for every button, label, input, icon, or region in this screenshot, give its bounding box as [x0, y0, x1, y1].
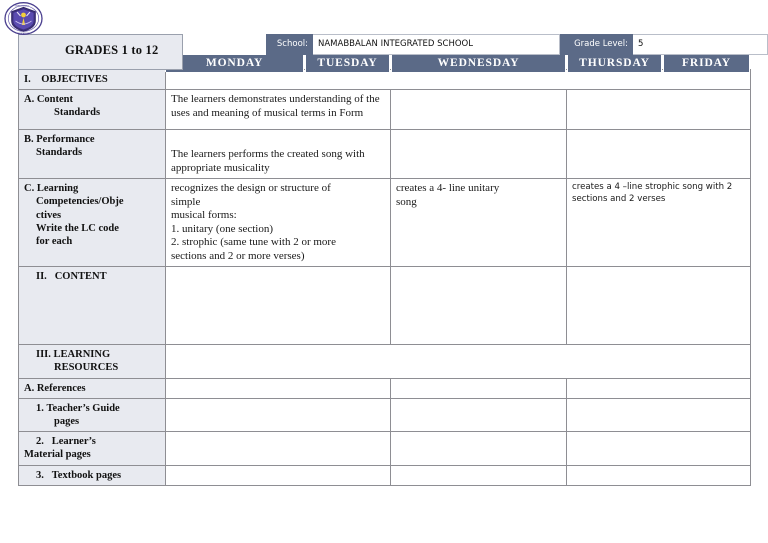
table-row-learning-competencies: [19, 179, 751, 267]
row-number-content: II.: [36, 271, 47, 283]
lc-mon-line-2: simple: [171, 195, 201, 208]
table-row-content: [19, 267, 751, 345]
lc-mon-line-4: 1. unitary (one section): [171, 222, 274, 235]
cell-teachers-guide-mon-tue[interactable]: [166, 398, 391, 431]
cell-content-standards-thu-fri[interactable]: [567, 90, 751, 130]
lc-mon-line-3: musical forms:: [171, 209, 237, 222]
cell-textbook-pages-wednesday[interactable]: [391, 465, 567, 485]
table-row-references: [19, 378, 751, 398]
row-number-learning-resources: III.: [36, 349, 51, 361]
lc-mon-line-6: sections and 2 or more verses): [171, 249, 305, 262]
row-title-learning-resources-l2: RESOURCES: [54, 362, 119, 374]
table-row-learners-material: [19, 432, 751, 465]
cell-learners-material-wednesday[interactable]: [391, 432, 567, 465]
cell-objectives-span[interactable]: [166, 70, 751, 90]
row-title-performance-standards-l2: Standards: [36, 147, 83, 159]
row-title-content: CONTENT: [54, 271, 107, 283]
cell-textbook-pages-thu-fri[interactable]: [567, 465, 751, 485]
lesson-plan-table: [18, 69, 751, 486]
row-title-learning-competencies-l2: Competencies/Obje: [36, 196, 124, 208]
row-title-teachers-guide-l1: Teacher’s Guide: [46, 402, 120, 414]
row-label-textbook-pages: [19, 465, 166, 485]
row-number-objectives: I.: [24, 74, 31, 85]
grade-level-label: Grade Level:: [560, 34, 633, 55]
cell-learning-competencies-thu-fri[interactable]: [567, 179, 751, 267]
cell-performance-standards-thu-fri[interactable]: [567, 130, 751, 179]
day-header-monday: MONDAY: [165, 55, 304, 72]
lc-wed-line-1: creates a 4- line unitary: [396, 182, 500, 195]
cell-textbook-pages-mon-tue[interactable]: [166, 465, 391, 485]
row-label-content-standards: [19, 90, 166, 130]
row-title-learners-material-l2: Material pages: [24, 449, 91, 461]
row-number-content-standards: A.: [24, 94, 35, 106]
row-title-learning-competencies-l3: ctives: [36, 209, 62, 221]
school-label: School:: [266, 34, 313, 55]
table-row-content-standards: [19, 90, 751, 130]
row-label-objectives: [19, 70, 166, 90]
lc-wed-line-2: song: [396, 195, 417, 208]
row-number-performance-standards: B.: [24, 134, 34, 146]
row-title-objectives: OBJECTIVES: [41, 74, 108, 85]
table-row-objectives: [19, 70, 751, 90]
table-row-textbook-pages: [19, 465, 751, 485]
row-title-learning-competencies-l1: Learning: [36, 183, 79, 195]
row-label-teachers-guide: [19, 398, 166, 431]
lc-thu-line-1: creates a 4 –line strophic song with 2: [572, 182, 733, 193]
cell-learners-material-thu-fri[interactable]: [567, 432, 751, 465]
day-header-thursday: THURSDAY: [567, 55, 662, 72]
row-label-performance-standards: [19, 130, 166, 179]
cell-teachers-guide-thu-fri[interactable]: [567, 398, 751, 431]
table-row-performance-standards: [19, 130, 751, 179]
cell-content-standards-mon-tue[interactable]: The learners demonstrates understanding of the uses and meaning of musical terms in Form: [166, 90, 391, 130]
row-title-learning-competencies-l5: for each: [36, 236, 73, 248]
row-title-textbook-pages: Textbook pages: [51, 469, 122, 481]
row-title-performance-standards-l1: Performance: [36, 134, 95, 146]
row-label-learners-material: [19, 432, 166, 465]
cell-performance-standards-mon-tue[interactable]: The learners performs the created song with appropriate musicality: [166, 130, 391, 179]
row-label-content: [19, 267, 166, 345]
row-number-teachers-guide: 1.: [36, 402, 44, 414]
row-title-learning-competencies-l4: Write the LC code: [36, 222, 119, 234]
cell-learning-competencies-wednesday[interactable]: [391, 179, 567, 267]
cell-learners-material-mon-tue[interactable]: [166, 432, 391, 465]
row-label-learning-competencies: [19, 179, 166, 267]
row-number-textbook-pages: 3.: [36, 469, 44, 481]
cell-teachers-guide-wednesday[interactable]: [391, 398, 567, 431]
cell-references-wednesday[interactable]: [391, 378, 567, 398]
cell-content-mon-tue[interactable]: [166, 267, 391, 345]
row-title-learning-resources-l1: LEARNING: [53, 349, 111, 361]
day-header-friday: FRIDAY: [663, 55, 750, 72]
day-header-tuesday: TUESDAY: [305, 55, 390, 72]
cell-learning-competencies-mon-tue[interactable]: [166, 179, 391, 267]
row-title-teachers-guide-l2: pages: [54, 416, 80, 428]
lc-thu-line-2: sections and 2 verses: [572, 193, 666, 204]
row-title-learners-material-l1: Learner’s: [51, 436, 96, 448]
row-title-content-standards-l1: Content: [36, 94, 74, 106]
cell-references-mon-tue[interactable]: [166, 378, 391, 398]
svg-text:EDUCATION: EDUCATION: [17, 33, 30, 35]
grade-level-value-field[interactable]: 5: [633, 34, 768, 55]
page-title: GRADES 1 to 12: [65, 43, 159, 57]
deped-seal-icon: [4, 2, 43, 35]
row-number-learning-competencies: C.: [24, 183, 35, 195]
row-number-references: A.: [24, 382, 35, 394]
day-header-wednesday: WEDNESDAY: [391, 55, 566, 72]
school-value-field[interactable]: NAMABBALAN INTEGRATED SCHOOL: [313, 34, 560, 55]
table-row-learning-resources: [19, 345, 751, 378]
table-row-teachers-guide: [19, 398, 751, 431]
cell-learning-resources-span[interactable]: [166, 345, 751, 378]
row-title-references: References: [36, 382, 86, 394]
lc-mon-line-5: 2. strophic (same tune with 2 or more: [171, 236, 336, 249]
cell-content-standards-wednesday[interactable]: [391, 90, 567, 130]
cell-performance-standards-wednesday[interactable]: [391, 130, 567, 179]
row-label-learning-resources: [19, 345, 166, 378]
svg-text:DEPARTMENT: DEPARTMENT: [15, 5, 29, 8]
document-title-block: [18, 34, 183, 70]
row-title-content-standards-l2: Standards: [54, 107, 101, 119]
lc-mon-line-1: recognizes the design or structure of: [171, 182, 331, 195]
cell-references-thu-fri[interactable]: [567, 378, 751, 398]
cell-content-wednesday[interactable]: [391, 267, 567, 345]
row-label-references: [19, 378, 166, 398]
row-number-learners-material: 2.: [36, 436, 44, 448]
cell-content-thu-fri[interactable]: [567, 267, 751, 345]
